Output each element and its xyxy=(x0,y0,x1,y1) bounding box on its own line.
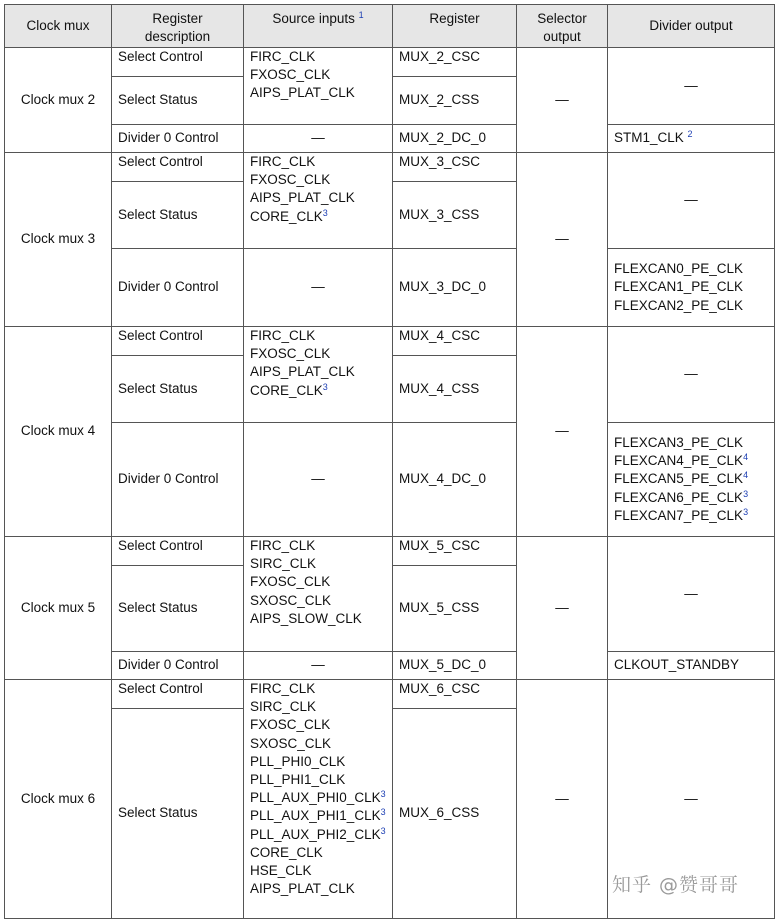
source-input: FXOSC_CLK xyxy=(250,172,331,188)
source-input xyxy=(250,208,386,226)
register-description: Select Status xyxy=(112,356,244,423)
table-row xyxy=(5,153,775,182)
source-inputs: — xyxy=(244,652,393,680)
footnote-marker: 3 xyxy=(322,381,328,392)
source-inputs xyxy=(244,153,393,249)
divider-output-item xyxy=(614,470,768,488)
divider-output-item xyxy=(614,452,768,470)
source-input: PLL_PHI0_CLK xyxy=(250,753,346,769)
source-input xyxy=(250,789,386,807)
footnote-marker: 3 xyxy=(380,825,386,836)
divider-output-item: FLEXCAN2_PE_CLK xyxy=(614,297,744,313)
source-inputs xyxy=(244,537,393,652)
source-inputs xyxy=(244,327,393,423)
register-description: Select Control xyxy=(112,537,244,566)
selector-output: — xyxy=(517,537,608,680)
header-selector-output: Selector output xyxy=(517,5,608,48)
source-input: FXOSC_CLK xyxy=(250,346,331,362)
divider-output-label: FLEXCAN5_PE_CLK xyxy=(614,471,744,487)
source-inputs: — xyxy=(244,249,393,327)
divider-output: — xyxy=(608,153,775,249)
source-input: AIPS_PLAT_CLK xyxy=(250,364,355,380)
register-description: Divider 0 Control xyxy=(112,652,244,680)
register-description: Select Control xyxy=(112,48,244,77)
divider-output: — xyxy=(608,327,775,423)
source-input-label: PLL_AUX_PHI1_CLK xyxy=(250,808,381,824)
register-description: Select Status xyxy=(112,182,244,249)
register-name: MUX_6_CSC xyxy=(393,680,517,709)
table-row xyxy=(5,423,775,537)
register-description: Divider 0 Control xyxy=(112,249,244,327)
selector-output: — xyxy=(517,153,608,327)
clock-mux-name: Clock mux 5 xyxy=(5,537,112,680)
source-input: SIRC_CLK xyxy=(250,556,317,572)
footnote-marker: 3 xyxy=(743,488,749,499)
register-name: MUX_3_CSC xyxy=(393,153,517,182)
footnote-marker: 4 xyxy=(743,452,749,463)
divider-output-label: FLEXCAN4_PE_CLK xyxy=(614,453,744,469)
register-name: MUX_4_DC_0 xyxy=(393,423,517,537)
table-row xyxy=(5,48,775,77)
source-input xyxy=(250,826,386,844)
divider-output xyxy=(608,249,775,327)
divider-output xyxy=(608,125,775,153)
footnote-marker: 3 xyxy=(743,506,749,517)
register-description: Select Control xyxy=(112,327,244,356)
divider-output-item xyxy=(614,489,768,507)
source-input: AIPS_PLAT_CLK xyxy=(250,85,355,101)
source-input-label: CORE_CLK xyxy=(250,208,323,224)
divider-output-item: FLEXCAN0_PE_CLK xyxy=(614,261,744,277)
source-input: FIRC_CLK xyxy=(250,154,316,169)
source-input-label: PLL_AUX_PHI0_CLK xyxy=(250,790,381,806)
header-divider-output: Divider output xyxy=(608,5,775,48)
source-input: FXOSC_CLK xyxy=(250,574,331,590)
source-inputs: — xyxy=(244,125,393,153)
clock-mux-name: Clock mux 3 xyxy=(5,153,112,327)
source-input: PLL_PHI1_CLK xyxy=(250,772,346,788)
register-description: Select Control xyxy=(112,680,244,709)
source-input: FIRC_CLK xyxy=(250,538,316,553)
register-name: MUX_4_CSS xyxy=(393,356,517,423)
table-row xyxy=(5,327,775,356)
footnote-marker: 3 xyxy=(380,789,386,800)
clock-mux-table xyxy=(4,4,775,919)
register-description: Select Status xyxy=(112,709,244,919)
register-name: MUX_5_CSS xyxy=(393,566,517,652)
table-row xyxy=(5,537,775,566)
divider-output-label: FLEXCAN7_PE_CLK xyxy=(614,507,744,523)
footnote-marker: 2 xyxy=(687,129,693,140)
register-name: MUX_5_DC_0 xyxy=(393,652,517,680)
header-register-description: Register description xyxy=(112,5,244,48)
register-description: Select Status xyxy=(112,77,244,125)
divider-output: — xyxy=(608,48,775,125)
register-description: Select Status xyxy=(112,566,244,652)
footnote-marker: 3 xyxy=(322,207,328,218)
register-name: MUX_4_CSC xyxy=(393,327,517,356)
source-input: FXOSC_CLK xyxy=(250,717,331,733)
register-name: MUX_6_CSS xyxy=(393,709,517,919)
footnote-marker: 1 xyxy=(358,10,364,20)
register-description: Select Control xyxy=(112,153,244,182)
source-input: AIPS_PLAT_CLK xyxy=(250,881,355,897)
source-input: SXOSC_CLK xyxy=(250,735,332,751)
source-input: CORE_CLK xyxy=(250,844,323,860)
source-input: FXOSC_CLK xyxy=(250,67,331,83)
selector-output: — xyxy=(517,680,608,919)
register-name: MUX_2_CSC xyxy=(393,48,517,77)
source-input: AIPS_SLOW_CLK xyxy=(250,610,362,626)
register-name: MUX_5_CSC xyxy=(393,537,517,566)
zhihu-watermark: 知乎 @赞哥哥 xyxy=(612,874,740,896)
table-row xyxy=(5,680,775,709)
divider-output-item: FLEXCAN1_PE_CLK xyxy=(614,279,744,295)
footnote-marker: 3 xyxy=(380,807,386,818)
source-input xyxy=(250,382,386,400)
table-header-row xyxy=(5,5,775,48)
register-name: MUX_2_DC_0 xyxy=(393,125,517,153)
selector-output: — xyxy=(517,48,608,153)
footnote-marker: 4 xyxy=(743,470,749,481)
source-input xyxy=(250,807,386,825)
header-source-inputs xyxy=(244,5,393,48)
table-row xyxy=(5,652,775,680)
divider-output-item xyxy=(614,507,768,525)
table-row xyxy=(5,249,775,327)
header-register: Register xyxy=(393,5,517,48)
clock-mux-name: Clock mux 4 xyxy=(5,327,112,537)
divider-output: — xyxy=(608,537,775,652)
header-source-inputs-label: Source inputs xyxy=(272,11,355,26)
source-input: HSE_CLK xyxy=(250,863,312,879)
source-input: FIRC_CLK xyxy=(250,49,316,64)
source-input: SXOSC_CLK xyxy=(250,592,332,608)
source-input: SIRC_CLK xyxy=(250,699,317,715)
divider-output xyxy=(608,423,775,537)
divider-output-item: FLEXCAN3_PE_CLK xyxy=(614,434,744,450)
register-description: Divider 0 Control xyxy=(112,125,244,153)
selector-output: — xyxy=(517,327,608,537)
header-clock-mux: Clock mux xyxy=(5,5,112,48)
divider-output-item: STM1_CLK xyxy=(614,130,684,146)
table-row xyxy=(5,125,775,153)
divider-output: — xyxy=(608,680,775,919)
register-name: MUX_3_CSS xyxy=(393,182,517,249)
register-description: Divider 0 Control xyxy=(112,423,244,537)
source-input: AIPS_PLAT_CLK xyxy=(250,190,355,206)
source-inputs: — xyxy=(244,423,393,537)
register-name: MUX_2_CSS xyxy=(393,77,517,125)
divider-output-label: FLEXCAN6_PE_CLK xyxy=(614,489,744,505)
clock-mux-name: Clock mux 2 xyxy=(5,48,112,153)
source-input: FIRC_CLK xyxy=(250,328,316,343)
source-inputs xyxy=(244,48,393,125)
source-inputs xyxy=(244,680,393,919)
register-name: MUX_3_DC_0 xyxy=(393,249,517,327)
source-input-label: CORE_CLK xyxy=(250,382,323,398)
clock-mux-name: Clock mux 6 xyxy=(5,680,112,919)
source-input-label: PLL_AUX_PHI2_CLK xyxy=(250,826,381,842)
source-input: FIRC_CLK xyxy=(250,681,316,696)
divider-output: CLKOUT_STANDBY xyxy=(608,652,775,680)
